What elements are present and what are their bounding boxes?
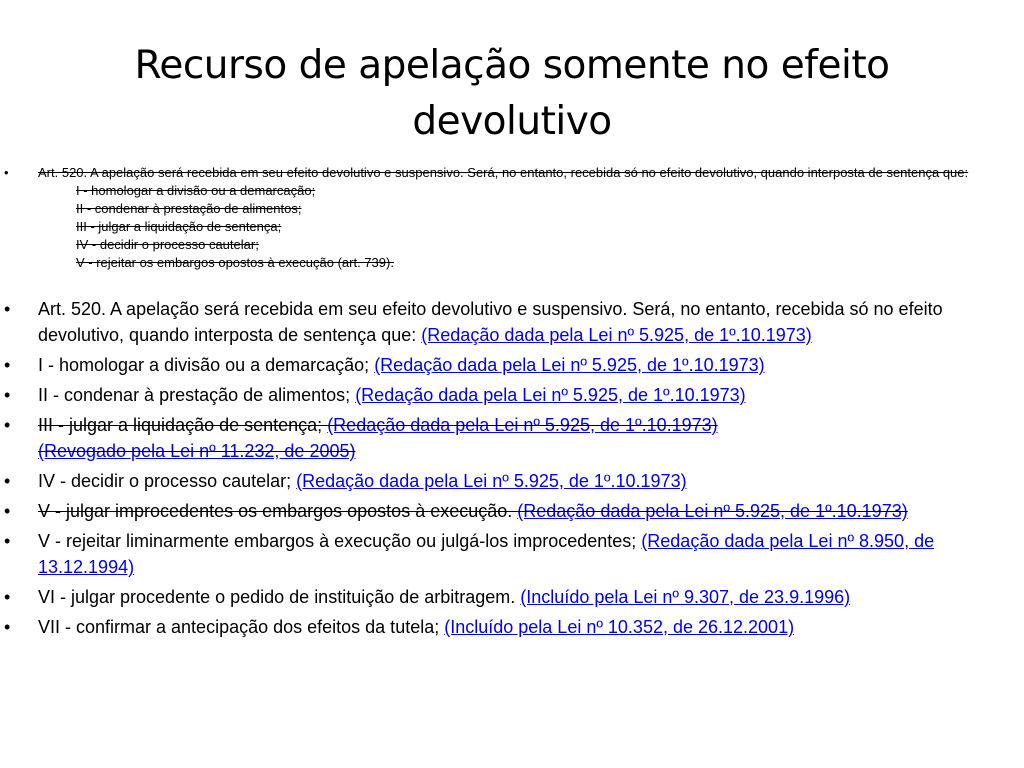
slide-title: Recurso de apelação somente no efeito devolutivo [134, 43, 890, 144]
item-text: II - condenar à prestação de alimentos; [38, 385, 356, 405]
revocation-link[interactable]: (Revogado pela Lei nº 11.232, de 2005) [38, 441, 356, 461]
law-reference-link[interactable]: (Redação dada pela Lei nº 5.925, de 1º.10.1973) [421, 325, 812, 345]
item-text: VI - julgar procedente o pedido de instituição de arbitragem. [38, 587, 521, 607]
bullet: • [4, 355, 11, 375]
law-reference-link[interactable]: (Redação dada pela Lei nº 5.925, de 1º.10.1973) [296, 471, 687, 491]
revoked-subitem: IV - decidir o processo cautelar; [76, 237, 259, 252]
item-text: V - rejeitar liminarmente embargos à execução ou julgá-los improcedentes; [38, 531, 642, 551]
item-text: VII - confirmar a antecipação dos efeitos da tutela; [38, 617, 445, 637]
bullet: • [4, 531, 11, 551]
revoked-text-block [0, 164, 1024, 272]
bullet: • [4, 165, 9, 180]
bullet: • [4, 385, 11, 405]
revoked-subitem: III - julgar a liquidação de sentença; [76, 219, 282, 234]
item-text: V - julgar improcedentes os embargos opostos à execução. [38, 501, 518, 521]
law-reference-link[interactable]: (Incluído pela Lei nº 10.352, de 26.12.2001) [444, 617, 795, 637]
bullet: • [4, 587, 11, 607]
revoked-intro [0, 164, 1024, 182]
law-reference-link[interactable]: (Incluído pela Lei nº 9.307, de 23.9.1996) [520, 587, 851, 607]
list-item-revoked [0, 498, 1024, 524]
item-text: Art. 520. A apelação será recebida em seu efeito devolutivo e suspensivo. Será, no entanto, recebida só no efeito devolutivo, quando interposta de sentença que: [38, 299, 943, 345]
law-reference-link[interactable]: (Redação dada pela Lei nº 8.950, de 13.12.1994) [38, 531, 935, 577]
bullet: • [4, 617, 11, 637]
list-item [0, 614, 1024, 640]
list-item [0, 468, 1024, 494]
bullet: • [4, 415, 11, 435]
list-item [0, 528, 1024, 580]
law-reference-link[interactable]: (Redação dada pela Lei nº 5.925, de 1º.10.1973) [517, 501, 908, 521]
bullet: • [4, 471, 11, 491]
article-list [0, 296, 1024, 644]
revoked-subitem: I - homologar a divisão ou a demarcação; [76, 183, 316, 198]
item-text: IV - decidir o processo cautelar; [38, 471, 297, 491]
revoked-subitem: II - condenar à prestação de alimentos; [76, 201, 302, 216]
law-reference-link[interactable]: (Redação dada pela Lei nº 5.925, de 1º.10.1973) [374, 355, 765, 375]
item-text: I - homologar a divisão ou a demarcação; [38, 355, 375, 375]
list-item [0, 584, 1024, 610]
revoked-subitem: V - rejeitar os embargos opostos à execução (art. 739). [76, 255, 394, 270]
law-reference-link[interactable]: (Redação dada pela Lei nº 5.925, de 1º.10.1973) [327, 415, 718, 435]
bullet: • [4, 299, 11, 319]
law-reference-link[interactable]: (Redação dada pela Lei nº 5.925, de 1º.10.1973) [355, 385, 746, 405]
revoked-intro-text: Art. 520. A apelação será recebida em seu efeito devolutivo e suspensivo. Será, no entanto, recebida só no efeito devolutivo, quando interposta de sentença que: [38, 165, 969, 180]
list-item [0, 352, 1024, 378]
bullet: • [4, 501, 11, 521]
list-item [0, 296, 1024, 348]
item-text: III - julgar a liquidação de sentença; [38, 415, 328, 435]
list-item-revoked [0, 412, 1024, 464]
list-item [0, 382, 1024, 408]
